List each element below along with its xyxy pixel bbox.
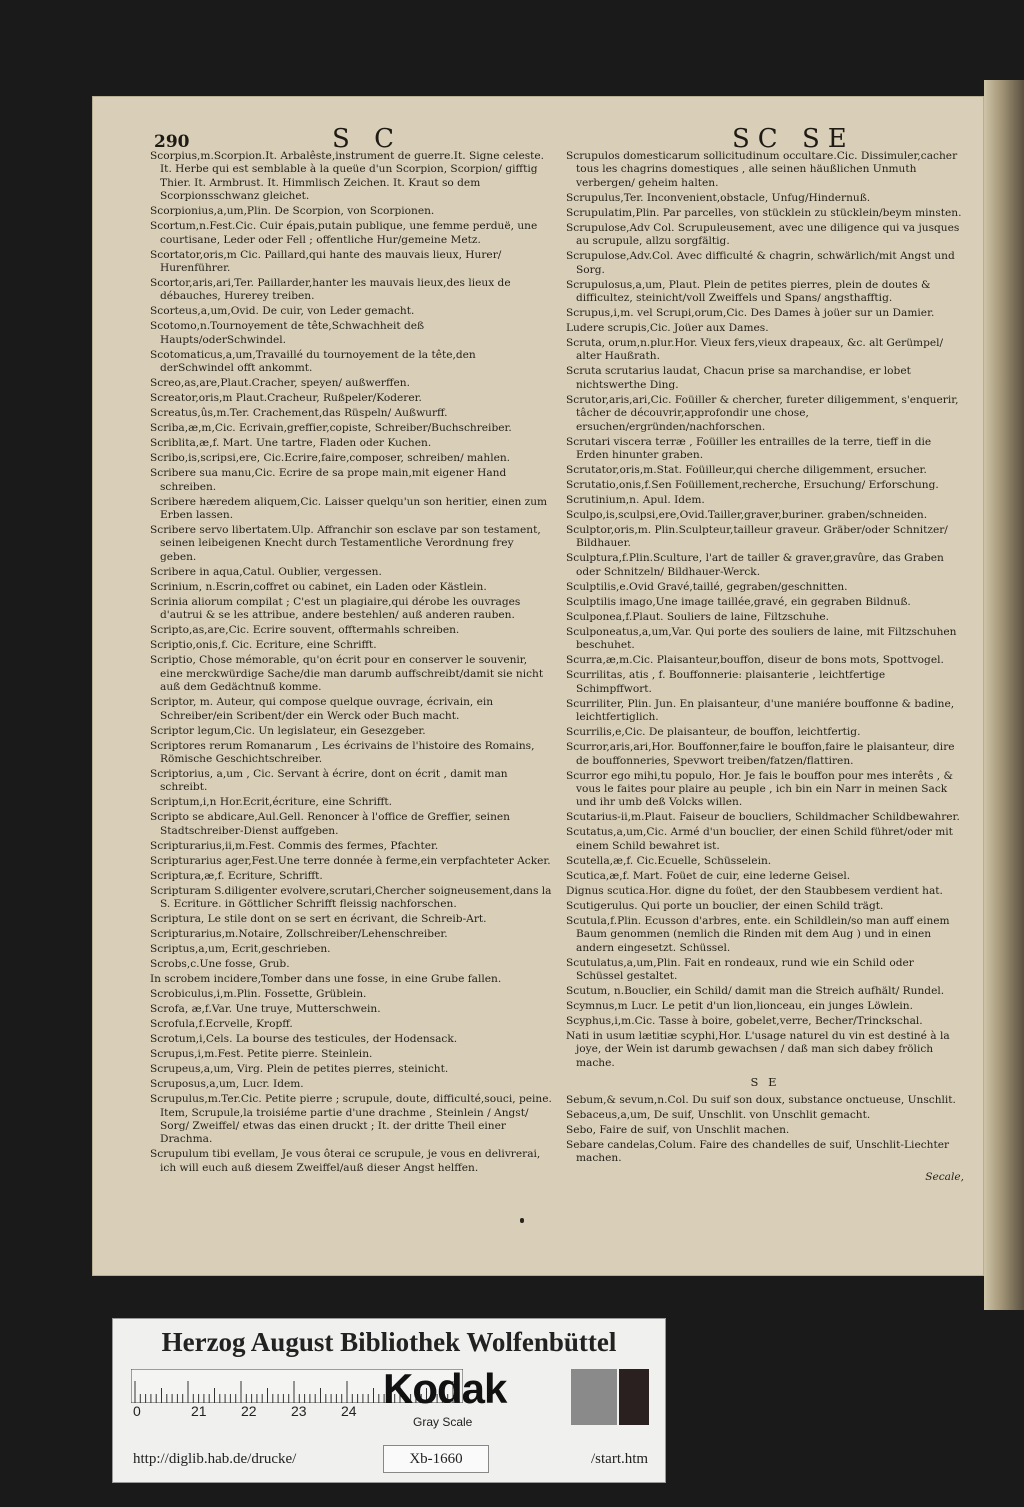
dictionary-entry: Scriptor, m. Auteur, qui compose quelque ouvrage, écrivain, ein Schreiber/ein Scribent/der ein Werck oder Buch macht. xyxy=(150,696,494,722)
dictionary-entry: Scrupus,i,m.Fest. Petite pierre. Steinlein. xyxy=(150,1048,373,1061)
url-suffix[interactable]: /start.htm xyxy=(591,1451,649,1467)
dictionary-entry: Scribo,is,scripsi,ere, Cic.Ecrire,faire,composer, schreiben/ mahlen. xyxy=(150,452,511,465)
right-column-se-entries xyxy=(566,1094,964,1166)
dictionary-entry: Scrutatio,onis,f.Sen Foüillement,recherche, Ersuchung/ Erforschung. xyxy=(566,479,939,492)
dictionary-entry: Scurriliter, Plin. Jun. En plaisanteur, d'une maniére bouffonne & badine, leichtfertiglich. xyxy=(566,697,955,724)
library-url[interactable]: http://diglib.hab.de/drucke/ xyxy=(133,1451,297,1467)
dictionary-entry: Scribere sua manu,Cic. Ecrire de sa prope main,mit eigener Hand schreiben. xyxy=(150,467,507,493)
dictionary-entry: Scrupeus,a,um, Virg. Plein de petites pierres, steinicht. xyxy=(150,1063,449,1076)
dictionary-entry: Scruta scrutarius laudat, Chacun prise sa marchandise, er lobet nichtswerthe Ding. xyxy=(566,365,911,391)
dictionary-entry: Sebum,& sevum,n.Col. Du suif son doux, substance onctueuse, Unschlit. xyxy=(566,1093,956,1106)
dictionary-entry: Sculptura,f.Plin.Sculture, l'art de tailler & graver,gravûre, das Graben oder Schnitzeln/ Bildhauer-Werck. xyxy=(566,552,944,578)
dictionary-entry: Scutella,æ,f. Cic.Ecuelle, Schüsselein. xyxy=(566,854,772,867)
dictionary-entry: Scripturam S.diligenter evolvere,scrutari,Chercher soigneusement,dans la S. Ecriture. in Göttlicher Schrifft fleissig nachforschen. xyxy=(150,884,552,911)
running-head-right: SC SE xyxy=(732,124,855,154)
ruler-number: 21 xyxy=(191,1403,207,1419)
dictionary-entry: Scriptio,onis,f. Cic. Ecriture, eine Schrifft. xyxy=(150,639,377,652)
gray-scale-label: Gray Scale xyxy=(413,1415,473,1429)
dictionary-entry: Scrutari viscera terræ , Foüiller les entrailles de la terre, tieff in die Erden hinunter graben. xyxy=(566,435,932,462)
dictionary-entry: Screatus,ûs,m.Ter. Crachement,das Rüspeln/ Außwurff. xyxy=(150,407,448,420)
dictionary-entry: Sebaceus,a,um, De suif, Unschlit. von Unschlit gemacht. xyxy=(566,1108,871,1121)
dictionary-entry: Scruposus,a,um, Lucr. Idem. xyxy=(150,1078,304,1091)
dictionary-entry: Sculptor,oris,m. Plin.Sculpteur,tailleur graveur. Gräber/oder Schnitzer/ Bildhauer. xyxy=(566,524,948,550)
dictionary-entry: Scrutinium,n. Apul. Idem. xyxy=(566,494,705,507)
ruler-number: 0 xyxy=(133,1403,141,1419)
dictionary-entry: Scribere hæredem aliquem,Cic. Laisser quelqu'un son heritier, einen zum Erben lassen. xyxy=(150,495,548,522)
dictionary-entry: Scriptura, Le stile dont on se sert en écrivant, die Schreib-Art. xyxy=(150,913,487,926)
dictionary-entry: Scripto,as,are,Cic. Ecrire souvent, offtermahls schreiben. xyxy=(150,624,460,637)
dictionary-entry: Sculpo,is,sculpsi,ere,Ovid.Tailler,graver,buriner. graben/schneiden. xyxy=(566,509,928,522)
dictionary-entry: Scortator,oris,m Cic. Paillard,qui hante des mauvais lieux, Hurer/ Hurenführer. xyxy=(150,248,502,275)
dictionary-entry: Scriptus,a,um, Ecrit,geschrieben. xyxy=(150,943,331,956)
ink-mark xyxy=(520,1218,524,1223)
dictionary-entry: Scrupulos domesticarum sollicitudinum occultare.Cic. Dissimuler,cacher tous les chagrins domestiques , alle seinen häußlichen Unmuth verbergen/ geheim halten. xyxy=(566,150,958,189)
dictionary-entry: Scrinium, n.Escrin,coffret ou cabinet, ein Laden oder Kästlein. xyxy=(150,580,487,593)
dictionary-entry: Scutica,æ,f. Mart. Foüet de cuir, eine lederne Geisel. xyxy=(566,869,851,882)
left-column xyxy=(150,150,552,1177)
dictionary-entry: Scorpionius,a,um,Plin. De Scorpion, von Scorpionen. xyxy=(150,205,435,218)
dictionary-entry: Scotomo,n.Tournoyement de tête,Schwachheit deß Haupts/oderSchwindel. xyxy=(150,320,425,346)
dictionary-entry: Scrotum,i,Cels. La bourse des testicules, der Hodensack. xyxy=(150,1033,458,1046)
dictionary-entry: Scriptor legum,Cic. Un legislateur, ein Gesezgeber. xyxy=(150,724,426,737)
kodak-logo: Kodak xyxy=(383,1365,507,1412)
dictionary-entry: Scruta, orum,n.plur.Hor. Vieux fers,vieux drapeaux, &c. alt Gerümpel/ alter Haußrath. xyxy=(566,337,944,363)
dictionary-entry: Scrofula,f.Ecrvelle, Kropff. xyxy=(150,1018,293,1031)
dictionary-entry: Scripturarius ager,Fest.Une terre donnée à ferme,ein verpfachteter Acker. xyxy=(150,854,551,867)
page-number: 290 xyxy=(154,132,190,152)
dictionary-entry: Scrupulus,Ter. Inconvenient,obstacle, Unfug/Hindernuß. xyxy=(566,191,871,204)
dictionary-entry: Scurror,aris,ari,Hor. Bouffonner,faire le bouffon,faire le plaisanteur, dire de bouffonneries, Spevwort treiben/fatzen/flattiren. xyxy=(566,741,955,767)
dictionary-entry: Scotomaticus,a,um,Travaillé du tournoyement de la tête,den derSchwindel offt ankommt. xyxy=(150,348,476,375)
dictionary-entry: Scribere servo libertatem.Ulp. Affranchir son esclave par son testament, seinen leibeigenen Knecht durch Testamentliche Verordnung frey geben. xyxy=(150,524,541,563)
dictionary-entry: Scrinia aliorum compilat ; C'est un plagiaire,qui dérobe les ouvrages d'autrui & se les attribue, andere bestehlen/ auß anderen rauben. xyxy=(150,595,521,622)
dictionary-entry: Nati in usum lætitiæ scyphi,Hor. L'usage naturel du vin est destiné à la joye, der Wein ist darumb gewachsen / daß man sich dabey frölich mache. xyxy=(566,1029,950,1069)
dictionary-entry: Scripto se abdicare,Aul.Gell. Renoncer à l'office de Greffier, seinen Stadtschreiber-Dienst auffgeben. xyxy=(150,811,510,837)
dictionary-entry: Scutatus,a,um,Cic. Armé d'un bouclier, der einen Schild führet/oder mit einem Schild bewahret ist. xyxy=(566,826,953,852)
dictionary-entry: Scortum,n.Fest.Cic. Cuir épais,putain publique, une femme perduë, une courtisane, Leder oder Fell ; offentliche Hur/gemeine Metz. xyxy=(150,220,538,246)
gray-swatch xyxy=(571,1369,617,1425)
dictionary-entry: Scriptio, Chose mémorable, qu'on écrit pour en conserver le souvenir, eine merckwürdige Sache/die man darumb auffschreibt/damit sie nicht auß dem Gedächtnuß komme. xyxy=(150,654,544,694)
dictionary-entry: Scutulatus,a,um,Plin. Fait en rondeaux, rund wie ein Schild oder Schüssel gestaltet. xyxy=(566,956,914,982)
dictionary-entry: Scutarius-ii,m.Plaut. Faiseur de boucliers, Schildmacher Schildbewahrer. xyxy=(566,811,960,824)
dictionary-entry: Scriptum,i,n Hor.Ecrit,écriture, eine Schrifft. xyxy=(150,796,393,809)
dictionary-entry: Scriptura,æ,f. Ecriture, Schrifft. xyxy=(150,869,323,882)
dictionary-entry: Scurror ego mihi,tu populo, Hor. Je fais le bouffon pour mes interêts , & vous le faites pour plaire au peuple , ich bin ein Narr in meinen Sack und ihr umb deß Volcks willen. xyxy=(566,769,953,809)
dictionary-entry: In scrobem incidere,Tomber dans une fosse, in eine Grube fallen. xyxy=(150,973,502,986)
library-name: Herzog August Bibliothek Wolfenbüttel xyxy=(161,1327,617,1357)
dictionary-entry: Scutigerulus. Qui porte un bouclier, der einen Schild trägt. xyxy=(566,899,884,912)
dictionary-entry: Scriptorius, a,um , Cic. Servant à écrire, dont on écrit , damit man schreibt. xyxy=(150,767,508,794)
dictionary-entry: Dignus scutica.Hor. digne du foüet, der den Staubbesem verdient hat. xyxy=(566,884,943,897)
dictionary-entry: Scripturarius,ii,m.Fest. Commis des fermes, Pfachter. xyxy=(150,839,439,852)
dictionary-entry: Scymnus,m Lucr. Le petit d'un lion,lionceau, ein junges Löwlein. xyxy=(566,999,913,1012)
dictionary-entry: Scutula,f.Plin. Ecusson d'arbres, ente. ein Schildlein/so man auff einem Baum genommen (nemlich die Rinden mit dem Aug ) und in einen andern eingesetzt. Schüssel. xyxy=(566,914,950,954)
dictionary-entry: Scripturarius,m.Notaire, Zollschreiber/Lehenschreiber. xyxy=(150,928,448,941)
ruler-number: 22 xyxy=(241,1403,257,1419)
dictionary-entry: Scurrilis,e,Cic. De plaisanteur, de bouffon, leichtfertig. xyxy=(566,726,861,739)
dictionary-entry: Scrofa, æ,f.Var. Une truye, Mutterschwein. xyxy=(150,1003,381,1016)
dictionary-entry: Scrobs,c.Une fosse, Grub. xyxy=(150,958,290,971)
dictionary-entry: Ludere scrupis,Cic. Joüer aux Dames. xyxy=(566,322,769,335)
shelfmark: Xb-1660 xyxy=(383,1445,489,1473)
dictionary-entry: Scrutator,oris,m.Stat. Foüilleur,qui cherche diligemment, ersucher. xyxy=(566,464,927,477)
dictionary-entry: Scurra,æ,m.Cic. Plaisanteur,bouffon, diseur de bons mots, Spottvogel. xyxy=(566,654,944,667)
dictionary-entry: Sculptilis imago,Une image taillée,gravé, ein gegraben Bildnuß. xyxy=(566,595,911,608)
dictionary-entry: Scrupulosus,a,um, Plaut. Plein de petites pierres, plein de doutes & difficultez, steinicht/voll Zweiffels und Spans/ angsthafftig. xyxy=(566,278,931,305)
dictionary-entry: Scriptores rerum Romanarum , Les écrivains de l'histoire des Romains, Römische Geschichtschreiber. xyxy=(150,739,535,765)
dictionary-page xyxy=(92,96,984,1276)
dictionary-entry: Sebo, Faire de suif, von Unschlit machen. xyxy=(566,1123,790,1136)
right-column xyxy=(566,150,964,1185)
dictionary-entry: Scorpius,m.Scorpion.It. Arbalêste,instrument de guerre.It. Signe celeste. It. Herbe qui est semblable à la queüe d'un Scorpion, Scorpion/ gifftig Thier. It. Armbrust. It. Himmlisch Zeichen. It. Kraut so dem Scorpionsschwanz gleichet. xyxy=(150,150,545,203)
section-heading-se: S E xyxy=(750,1075,780,1090)
dictionary-entry: Sculponeatus,a,um,Var. Qui porte des souliers de laine, mit Filtzschuhen beschuhet. xyxy=(566,625,957,652)
dictionary-entry: Scrobiculus,i,m.Plin. Fossette, Grüblein. xyxy=(150,988,367,1001)
dictionary-entry: Scrupulatim,Plin. Par parcelles, von stücklein zu stücklein/beym minsten. xyxy=(566,206,962,219)
right-column-sc-entries xyxy=(566,150,964,1070)
dictionary-entry: Scrupulose,Adv.Col. Avec difficulté & chagrin, schwärlich/mit Angst und Sorg. xyxy=(566,250,955,276)
dictionary-entry: Scriba,æ,m,Cic. Ecrivain,greffier,copiste, Schreiber/Buchschreiber. xyxy=(150,422,512,435)
dictionary-entry: Scriblita,æ,f. Mart. Une tartre, Fladen oder Kuchen. xyxy=(150,437,432,450)
dictionary-entry: Sculptilis,e.Ovid Gravé,taillé, gegraben/geschnitten. xyxy=(566,580,848,593)
dictionary-entry: Scribere in aqua,Catul. Oublier, vergessen. xyxy=(150,565,382,578)
dictionary-entry: Screo,as,are,Plaut.Cracher, speyen/ außwerffen. xyxy=(150,377,410,390)
library-color-card xyxy=(112,1318,666,1483)
running-head-left: S C xyxy=(332,124,402,154)
dictionary-entry: Sculponea,f.Plaut. Souliers de laine, Filtzschuhe. xyxy=(566,610,830,623)
dictionary-entry: Scrupulum tibi evellam, Je vous ôterai ce scrupule, je vous en delivrerai, ich will euch auß diesem Zweiffel/auß dieser Angst helffen. xyxy=(150,1148,541,1174)
adjacent-page-edge xyxy=(984,80,1024,1310)
dictionary-entry: Scrupulus,m.Ter.Cic. Petite pierre ; scrupule, doute, difficulté,souci, peine. Item, Scrupule,la troisiéme partie d'une drachme , Steinlein / Angst/ Sorg/ Zweiffel/ etwas das einen druckt ; It. der dritte Theil einer Drachma. xyxy=(150,1093,552,1146)
dictionary-entry: Scrupus,i,m. vel Scrupi,orum,Cic. Des Dames à joüer sur un Damier. xyxy=(566,307,935,320)
dictionary-entry: Screator,oris,m Plaut.Cracheur, Rußpeler/Koderer. xyxy=(150,392,422,405)
dictionary-entry: Scyphus,i,m.Cic. Tasse à boire, gobelet,verre, Becher/Trinckschal. xyxy=(566,1014,923,1027)
dictionary-entry: Sebare candelas,Colum. Faire des chandelles de suif, Unschlit-Liechter machen. xyxy=(566,1138,950,1164)
dictionary-entry: Scutum, n.Bouclier, ein Schild/ damit man die Streich aufhält/ Rundel. xyxy=(566,984,945,997)
dictionary-entry: Scurrilitas, atis , f. Bouffonnerie: plaisanterie , leichtfertige Schimpffwort. xyxy=(566,669,886,695)
dictionary-entry: Scortor,aris,ari,Ter. Paillarder,hanter les mauvais lieux,des lieux de débauches, Hurerey treiben. xyxy=(150,277,511,303)
dictionary-entry: Scrupulose,Adv Col. Scrupuleusement, avec une diligence qui va jusques au scrupule, allzu sorgfältig. xyxy=(566,221,960,248)
dictionary-entry: Scorteus,a,um,Ovid. De cuir, von Leder gemacht. xyxy=(150,305,415,318)
ruler-number: 23 xyxy=(291,1403,307,1419)
dark-swatch xyxy=(619,1369,649,1425)
catchword: Secale, xyxy=(925,1171,964,1184)
ruler-number: 24 xyxy=(341,1403,357,1419)
dictionary-entry: Scrutor,aris,ari,Cic. Foüiller & chercher, fureter diligemment, s'enquerir, tâcher de découvrir,approfondir une chose, ersuchen/ergründen/nachforschen. xyxy=(566,393,959,433)
